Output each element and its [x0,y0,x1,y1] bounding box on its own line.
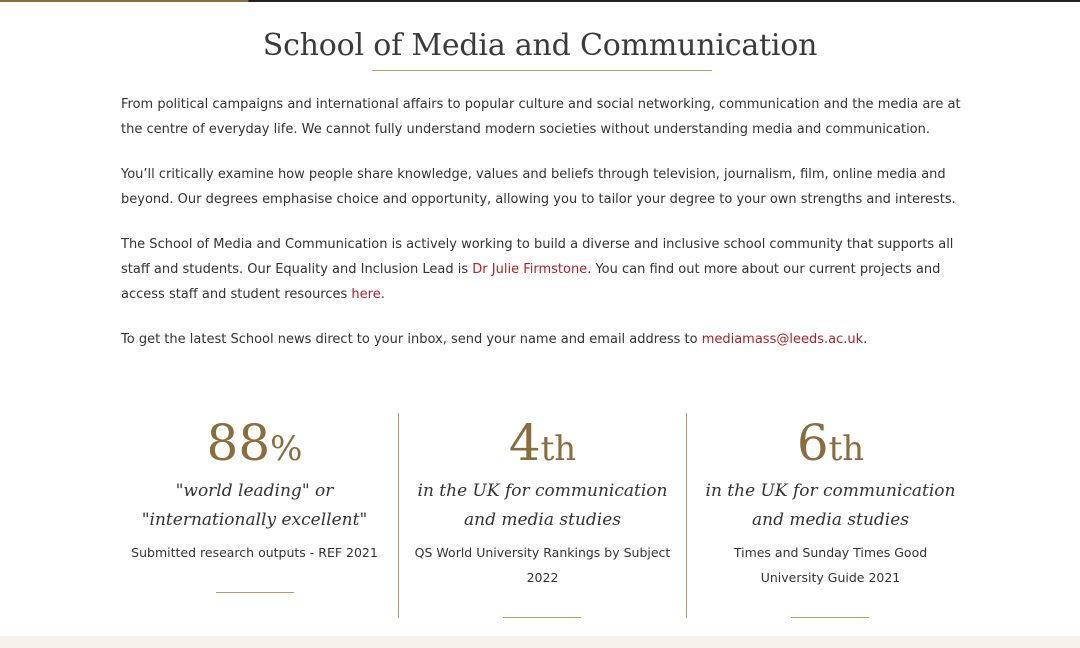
stat-figure [687,414,974,473]
stat-description-line: in the UK for communication [417,481,668,501]
stat-source [687,540,974,590]
intro-paragraph-4 [121,327,971,352]
equality-lead-link[interactable]: Dr Julie Firmstone [472,262,588,277]
intro-paragraph-1: From political campaigns and international affairs to popular culture and social networking, communication and the media are at the centre of everyday life. We cannot fully understand modern societies without understanding media and communication. [121,97,961,137]
paragraph-text: . [380,287,385,302]
intro-paragraph-2: You’ll critically examine how people share knowledge, values and beliefs through television, journalism, film, online media and beyond. Our degrees emphasise choice and opportunity, allowing you to tailor your degree to your own strengths and interests. [121,167,956,207]
paragraph-text: The School of Media and Communication is actively working to build a diverse and inclusive school community that supports all staff and students. Our Equality and Inclusion Lead is [121,237,954,277]
page-header [0,26,1080,66]
stat-times-ranking [686,413,974,618]
stat-figure [399,414,686,473]
stat-description [687,477,974,535]
stat-source [111,540,398,565]
stat-underline [216,592,294,593]
stat-description [111,477,398,535]
stat-underline [791,617,869,618]
stat-number: 6 [796,414,829,472]
stat-source-line: Times and Sunday Times Good [733,545,928,560]
stat-description-line: in the UK for communication [705,481,956,501]
stat-description-line: and media studies [751,510,910,530]
stat-description-line: "internationally excellent" [141,510,368,530]
intro-paragraph-3 [121,232,971,307]
paragraph-text: . [863,332,868,347]
stat-suffix: % [270,429,303,469]
stat-description [399,477,686,535]
stat-description-line: "world leading" or [175,481,334,501]
title-underline [372,70,712,71]
page-title: School of Media and Communication [262,28,818,63]
stat-source-line: 2022 [526,570,559,585]
stat-suffix: th [540,429,577,469]
resources-here-link[interactable]: here [351,287,381,302]
stat-number: 4 [508,414,541,472]
stat-number: 88 [206,414,271,472]
stat-research-outputs [111,413,398,618]
stat-source-line: University Guide 2021 [760,570,901,585]
stat-suffix: th [828,429,865,469]
stat-source-line: Submitted research outputs - REF 2021 [131,545,378,560]
intro-content [121,92,971,372]
stat-figure [111,414,398,473]
stat-qs-ranking [398,413,686,618]
stat-underline [503,617,581,618]
stats-row [111,413,973,618]
paragraph-text: To get the latest School news direct to your inbox, send your name and email address to [121,332,702,347]
stat-source [399,540,686,590]
top-accent-bar [0,0,1080,2]
stat-description-line: and media studies [463,510,622,530]
stat-source-line: QS World University Rankings by Subject [414,545,671,560]
bottom-section-band [0,636,1080,648]
paragraph-text: . You can find out more about our current projects and access staff and student resources [121,262,941,302]
mediamass-email-link[interactable]: mediamass@leeds.ac.uk [701,332,864,347]
